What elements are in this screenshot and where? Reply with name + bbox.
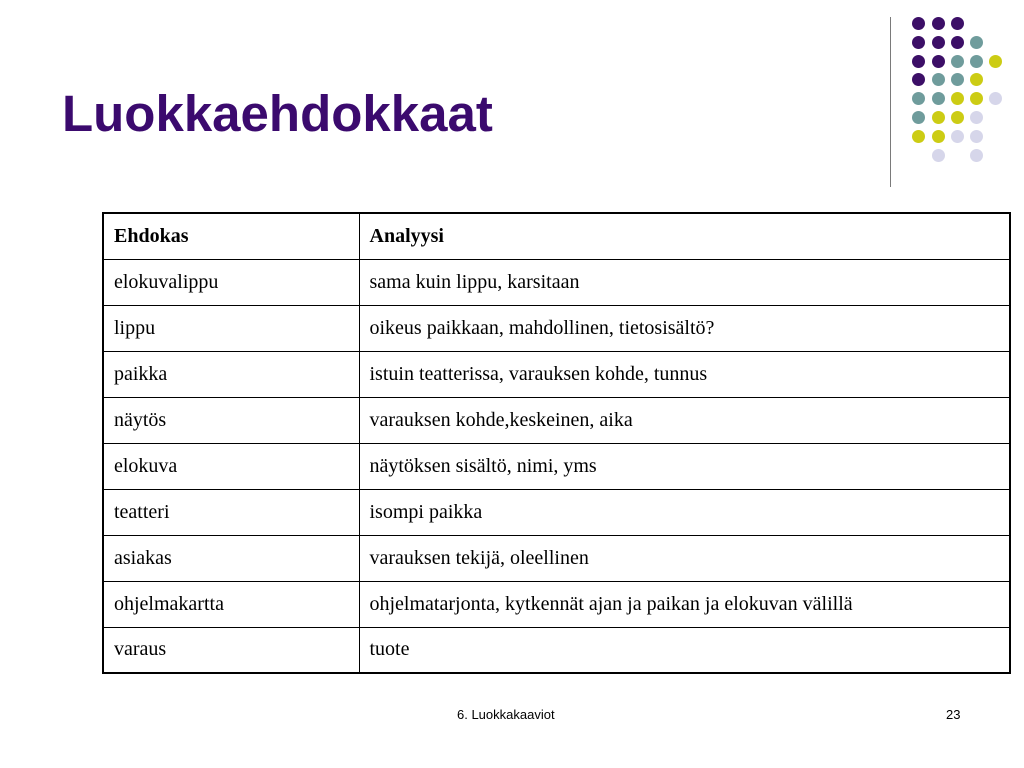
decorative-dot xyxy=(970,92,983,105)
decorative-dot xyxy=(912,130,925,143)
decorative-dot xyxy=(970,130,983,143)
decorative-dot xyxy=(970,149,983,162)
analysis-cell: istuin teatterissa, varauksen kohde, tunnus xyxy=(359,351,1010,397)
analysis-cell: isompi paikka xyxy=(359,489,1010,535)
candidate-cell: asiakas xyxy=(103,535,359,581)
table-row xyxy=(103,259,1010,305)
decorative-dot xyxy=(951,36,964,49)
table-row xyxy=(103,397,1010,443)
analysis-cell: sama kuin lippu, karsitaan xyxy=(359,259,1010,305)
decorative-dot xyxy=(932,55,945,68)
candidate-cell: ohjelmakartta xyxy=(103,581,359,627)
decorative-dot xyxy=(932,36,945,49)
decorative-dot xyxy=(932,149,945,162)
decorative-dot xyxy=(951,17,964,30)
decorative-dot xyxy=(951,73,964,86)
decorative-dot xyxy=(932,111,945,124)
table-row xyxy=(103,581,1010,627)
table-row xyxy=(103,443,1010,489)
table-row xyxy=(103,535,1010,581)
decorative-dot xyxy=(951,111,964,124)
table-row xyxy=(103,305,1010,351)
decorative-dot xyxy=(970,55,983,68)
table-header-row xyxy=(103,213,1010,259)
decorative-dot xyxy=(912,55,925,68)
decorative-dot xyxy=(912,17,925,30)
slide-title: Luokkaehdokkaat xyxy=(62,85,493,142)
decorative-dot-grid xyxy=(0,0,1024,200)
decorative-dot xyxy=(970,36,983,49)
analysis-cell: ohjelmatarjonta, kytkennät ajan ja paikan ja elokuvan välillä xyxy=(359,581,1010,627)
analysis-cell: varauksen tekijä, oleellinen xyxy=(359,535,1010,581)
candidate-cell: elokuvalippu xyxy=(103,259,359,305)
analysis-cell: tuote xyxy=(359,627,1010,673)
decorative-dot xyxy=(989,92,1002,105)
candidate-cell: paikka xyxy=(103,351,359,397)
candidate-cell: näytös xyxy=(103,397,359,443)
decorative-dot xyxy=(932,92,945,105)
decorative-dot xyxy=(932,73,945,86)
decorative-dot xyxy=(932,130,945,143)
decorative-dot xyxy=(951,92,964,105)
analysis-cell: oikeus paikkaan, mahdollinen, tietosisältö? xyxy=(359,305,1010,351)
footer-page-number: 23 xyxy=(946,707,961,722)
decorative-dot xyxy=(912,92,925,105)
header-analysis: Analyysi xyxy=(359,213,1010,259)
table-row xyxy=(103,351,1010,397)
decorative-dot xyxy=(951,130,964,143)
decorative-dot xyxy=(912,111,925,124)
candidate-cell: lippu xyxy=(103,305,359,351)
decorative-dot xyxy=(912,73,925,86)
candidate-cell: teatteri xyxy=(103,489,359,535)
decorative-dot xyxy=(970,111,983,124)
decorative-dot xyxy=(912,36,925,49)
candidates-table xyxy=(102,212,1011,674)
table-row xyxy=(103,627,1010,673)
decorative-dot xyxy=(989,55,1002,68)
decorative-dot xyxy=(951,55,964,68)
candidate-cell: varaus xyxy=(103,627,359,673)
analysis-cell: näytöksen sisältö, nimi, yms xyxy=(359,443,1010,489)
analysis-cell: varauksen kohde,keskeinen, aika xyxy=(359,397,1010,443)
footer-section-label: 6. Luokkakaaviot xyxy=(457,707,555,722)
header-candidate: Ehdokas xyxy=(103,213,359,259)
candidate-cell: elokuva xyxy=(103,443,359,489)
decorative-dot xyxy=(932,17,945,30)
decorative-dot xyxy=(970,73,983,86)
table-row xyxy=(103,489,1010,535)
